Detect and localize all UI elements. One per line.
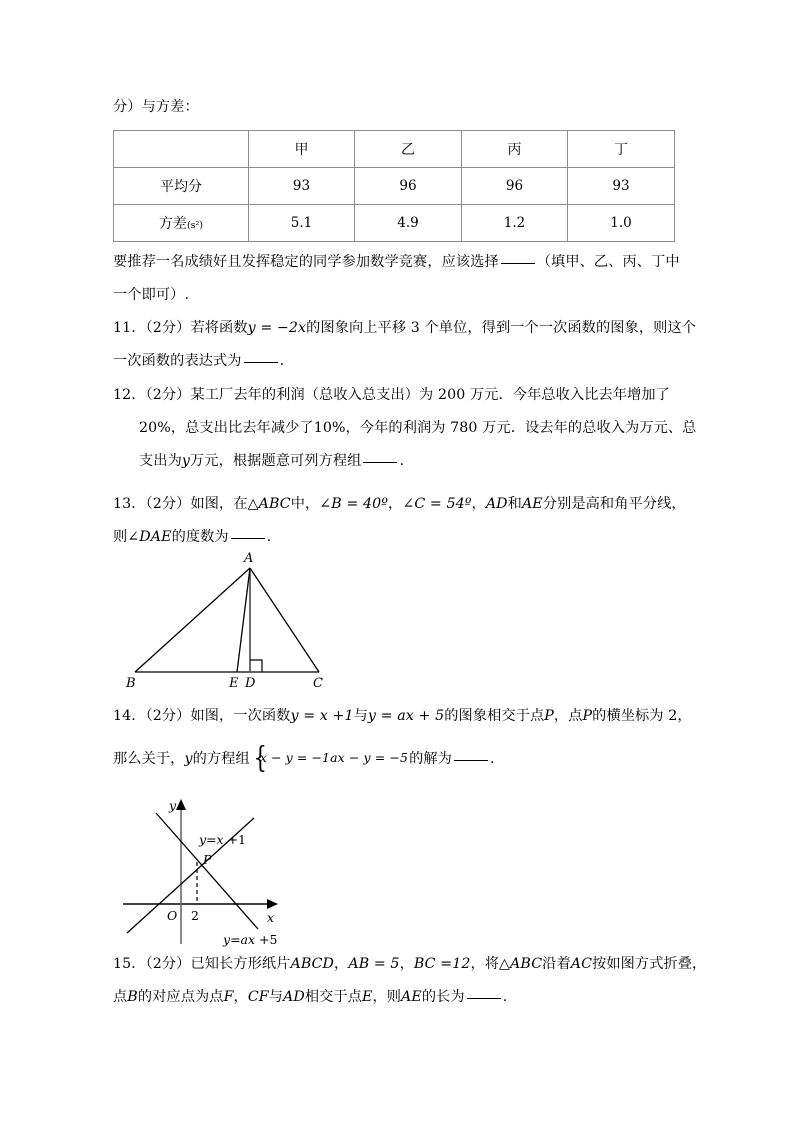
triangle-label-b: B: [126, 676, 136, 690]
q15-number: 15: [113, 956, 132, 972]
q15-line2-g: 的长为: [421, 989, 465, 1005]
table-header-cell-empty: [114, 131, 249, 168]
q12-dot: ．: [131, 387, 146, 403]
question-11-line2: [113, 354, 284, 368]
row-label-variance-sup: (s²): [186, 220, 204, 231]
linear-functions-graph: [115, 796, 315, 948]
q13-line1-a: 如图，在: [190, 496, 248, 512]
q11-line1-b: 的图象向上平移 3 个单位，得到一个一次函数的图象，则这个: [306, 320, 696, 336]
linear-functions-graph-svg: [115, 796, 315, 948]
q12-line1-text: 某工厂去年的利润（总收入总支出）为 200 万元．今年总收入比去年增加了: [190, 387, 670, 403]
q11-line1-a: 若将函数: [190, 320, 248, 336]
q15-point-e: E: [362, 989, 373, 1005]
q15-bc-length: BC =12: [413, 956, 471, 972]
q11-marks: （2分）: [145, 320, 191, 336]
table-row: [114, 168, 675, 205]
q12-line3-a: 支出为: [139, 453, 182, 469]
q13-line1-c: ，: [388, 496, 403, 512]
q15-point-b: B: [127, 989, 138, 1005]
question-15-line2: [113, 990, 507, 1004]
answer-blank: [454, 760, 488, 761]
cell-avg-jia: 93: [249, 168, 355, 205]
graph-label-y-axis: y: [169, 798, 177, 813]
q13-angle-b: ∠B = 40º: [319, 496, 389, 512]
q15-segment-ad: AD: [283, 989, 305, 1005]
question-15-line1: [113, 957, 706, 971]
table-header-row: [114, 131, 675, 168]
q14-marks: （2分）: [145, 708, 191, 724]
q15-line2-c: ，: [233, 989, 248, 1005]
q12-line3-b: 万元，根据题意可列方程组: [190, 453, 362, 469]
q15-segment-ac: AC: [570, 956, 593, 972]
table-header-cell-ding: 丁: [568, 131, 675, 168]
q14-dot: ．: [131, 708, 146, 724]
q15-line2-a: 点: [113, 989, 128, 1005]
q11-math-expr: y = −2x: [247, 320, 307, 336]
q15-ab-length: AB = 5: [348, 956, 400, 972]
q15-line2-f: ，则: [372, 989, 402, 1005]
y-axis-arrow-icon: [176, 799, 186, 810]
q14-line1-c: 的图象相交于点: [444, 708, 545, 724]
row-label-average: 平均分: [114, 168, 249, 205]
cell-var-ding: 1.0: [568, 205, 675, 242]
row-label-variance: [114, 205, 249, 242]
graph-label-line1: y=x +1: [199, 832, 247, 847]
question-14-line1: [113, 709, 692, 723]
cell-avg-ding: 93: [568, 168, 675, 205]
q13-line2-a: 则: [113, 529, 128, 545]
q12-marks: （2分）: [145, 387, 191, 403]
table-row: [114, 205, 675, 242]
triangle-label-c: C: [313, 676, 323, 690]
q14-math-y: y: [184, 751, 193, 768]
cell-avg-bing: 96: [462, 168, 568, 205]
q13-line1-f: 分别是高和角平分线，: [542, 496, 686, 512]
q12-math-y: y: [181, 453, 190, 469]
q12-line3-c: .: [399, 453, 405, 469]
table-header-cell-jia: 甲: [249, 131, 355, 168]
equation-row-top: x − y = −1: [259, 750, 331, 765]
question-13-line1: [113, 497, 686, 511]
q13-line1-b: 中，: [290, 496, 320, 512]
q15-line2-h: .: [502, 989, 508, 1005]
q14-line2-d: .: [489, 751, 495, 768]
triangle-side-ab: [135, 568, 250, 672]
table-followup-line1-b: （填甲、乙、丙、丁中: [536, 254, 680, 270]
q15-marks: （2分）: [145, 956, 191, 972]
q15-point-f: F: [223, 989, 234, 1005]
q13-number: 13: [113, 496, 132, 512]
graph-label-x-tick-2: 2: [191, 908, 199, 923]
q14-func-1: y = x +1: [290, 708, 354, 724]
q15-line2-b: 的对应点为点: [137, 989, 224, 1005]
table-followup-line2: 一个即可）.: [113, 287, 190, 303]
q13-line1-e: 和: [507, 496, 522, 512]
cell-avg-yi: 96: [355, 168, 462, 205]
question-12-line3: [139, 454, 404, 468]
triangle-abc-svg: [113, 548, 373, 690]
graph-label-origin: O: [167, 908, 178, 923]
cell-var-bing: 1.2: [462, 205, 568, 242]
x-axis-arrow-icon: [267, 899, 278, 909]
q15-line1-d: ，将: [470, 956, 500, 972]
table-header-cell-bing: 丙: [462, 131, 568, 168]
q15-line2-d: 与: [268, 989, 284, 1005]
question-14-line2: [113, 740, 495, 775]
q13-line1-d: ，: [471, 496, 486, 512]
q14-line2-a: 那么关于，: [113, 751, 185, 768]
q14-func-2: y = ax + 5: [367, 708, 445, 724]
graph-label-x-axis: x: [267, 910, 275, 925]
question-13-line2: [113, 530, 271, 544]
q11-line2-b: .: [279, 353, 285, 369]
table-followup-line1: [113, 255, 680, 269]
graph-label-line2: y=ax +5: [223, 932, 278, 947]
q14-line1-a: 如图，一次函数: [190, 708, 291, 724]
q15-triangle-abc: △ABC: [499, 956, 543, 972]
header-fragment-text: 分）与方差：: [113, 99, 199, 115]
answer-blank: [231, 538, 265, 539]
q13-dot: ．: [131, 496, 146, 512]
q15-line1-e: 沿着: [542, 956, 571, 972]
triangle-abc-figure: [113, 548, 373, 690]
q15-segment-ae: AE: [401, 989, 422, 1005]
brace-icon: {: [253, 740, 267, 775]
graph-label-point-p: P: [203, 852, 212, 867]
q15-line1-c: ，: [399, 956, 414, 972]
equation-row-bottom: ax − y = −5: [330, 750, 409, 765]
q15-segment-cf: CF: [247, 989, 269, 1005]
answer-blank: [467, 998, 501, 999]
q15-line1-f: 按如图方式折叠，: [592, 956, 707, 972]
q11-dot: ．: [131, 320, 146, 336]
question-12-line2: 20%，总支出比去年减少了10%，今年的利润为 780 万元．设去年的总收入为万元、总: [139, 420, 697, 436]
q14-line1-b: 与: [353, 708, 368, 724]
q13-segment-ad: AD: [485, 496, 508, 512]
q11-number: 11: [113, 320, 132, 336]
table-followup-line1-a: 要推荐一名成绩好且发挥稳定的同学参加数学竞赛，应该选择: [113, 254, 499, 270]
q14-point-p-1: P: [544, 708, 554, 724]
q13-segment-ae: AE: [521, 496, 543, 512]
q15-line1-b: ，: [334, 956, 349, 972]
question-11-line1: [113, 321, 696, 335]
q13-triangle-abc: △ABC: [247, 496, 291, 512]
question-12-line1: [113, 388, 670, 402]
q13-line2-c: .: [266, 529, 272, 545]
q14-line1-d: ，点: [553, 708, 583, 724]
q14-line2-b: 的方程组: [192, 751, 250, 768]
right-angle-mark-icon: [250, 660, 262, 672]
table-header-cell-yi: 乙: [355, 131, 462, 168]
q14-number: 14: [113, 708, 132, 724]
q11-line2-a: 一次函数的表达式为: [113, 353, 242, 369]
q12-number: 12: [113, 387, 132, 403]
row-label-variance-text: 方差: [158, 216, 187, 232]
triangle-bisector-ae: [237, 568, 250, 672]
answer-blank: [501, 263, 535, 264]
cell-var-yi: 4.9: [355, 205, 462, 242]
triangle-side-ac: [250, 568, 319, 672]
triangle-label-d: D: [245, 676, 256, 690]
answer-blank: [363, 462, 397, 463]
triangle-label-a: A: [244, 551, 254, 566]
q15-rect-abcd: ABCD: [290, 956, 335, 972]
statistics-table: [113, 130, 675, 242]
q14-point-p-2: P: [582, 708, 593, 724]
q14-line1-e: 的横坐标为 2，: [592, 708, 692, 724]
q15-line1-a: 已知长方形纸片: [190, 956, 291, 972]
cell-var-jia: 5.1: [249, 205, 355, 242]
triangle-label-e: E: [229, 676, 239, 690]
q15-dot: ．: [131, 956, 146, 972]
q13-angle-c: ∠C = 54º: [402, 496, 472, 512]
q14-line2-c: 的解为: [409, 751, 452, 768]
q15-line2-e: 相交于点: [304, 989, 362, 1005]
q13-line2-b: 的度数为: [171, 529, 229, 545]
q13-angle-dae: ∠DAE: [127, 529, 172, 545]
q13-marks: （2分）: [145, 496, 191, 512]
answer-blank: [244, 362, 278, 363]
equation-system: [251, 740, 409, 775]
